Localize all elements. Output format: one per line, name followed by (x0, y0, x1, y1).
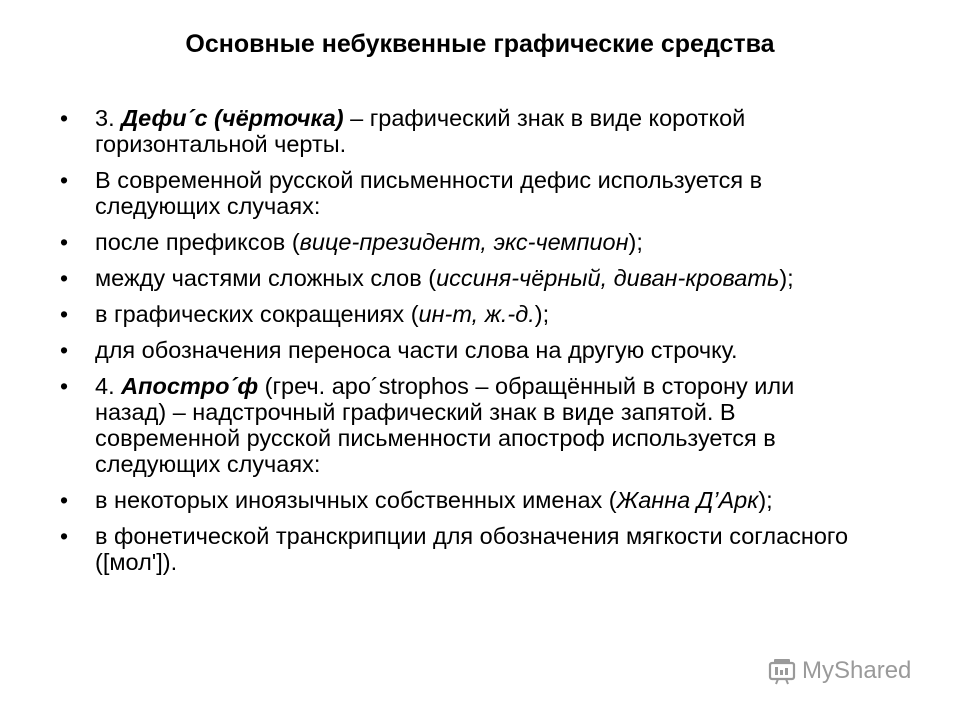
bullet-text: В современной русской письменности дефис используется в следующих случаях: (95, 167, 763, 219)
bullet-text: в некоторых иноязычных собственных именах ( (95, 487, 617, 513)
bullet-marker: • (60, 487, 69, 513)
bullet-item (60, 301, 860, 327)
bullet-marker: • (60, 229, 69, 255)
bullet-text: для обозначения переноса части слова на другую строчку. (95, 337, 738, 363)
bullet-text: Апостро´ф (121, 373, 259, 399)
bullet-item (60, 105, 860, 157)
bullet-item (60, 487, 860, 513)
bullet-item (60, 373, 860, 477)
bullet-marker: • (60, 105, 69, 131)
bullet-marker: • (60, 337, 69, 363)
bullet-text: в фонетической транскрипции для обозначения мягкости согласного ([мол']). (95, 523, 849, 575)
bullet-text: иссиня-чёрный, диван-кровать (436, 265, 780, 291)
bullet-item (60, 265, 860, 291)
bullet-text: в графических сокращениях ( (95, 301, 419, 327)
watermark-text: MyShared (802, 657, 912, 684)
bullet-item (60, 229, 860, 255)
bullet-text: между частями сложных слов ( (95, 265, 437, 291)
bullet-marker: • (60, 301, 69, 327)
bullet-text: ин-т, ж.-д. (418, 301, 535, 327)
presentation-board-icon (768, 657, 796, 685)
bullet-text: 4. (95, 373, 122, 399)
bullet-marker: • (60, 265, 69, 291)
bullet-text: ); (628, 229, 643, 255)
slide-title: Основные небуквенные графические средства (185, 30, 775, 58)
bullet-text: после префиксов ( (95, 229, 300, 255)
bullet-item (60, 337, 860, 363)
bullet-text: вице-президент, экс-чемпион (299, 229, 629, 255)
bullet-text: (греч. apo´strophos – обращённый в сторону или назад) – надстрочный графический знак в виде запятой. В современной русской письменности апостроф используется в следующих случаях: (95, 373, 795, 477)
bullet-item (60, 167, 860, 219)
watermark-logo (768, 657, 911, 685)
bullet-marker: • (60, 373, 69, 399)
bullet-text: ); (534, 301, 550, 327)
bullet-text: ); (758, 487, 773, 513)
bullet-text: 3. (95, 105, 122, 131)
bullet-list (60, 105, 860, 585)
bullet-marker: • (60, 523, 69, 549)
bullet-text: ); (779, 265, 794, 291)
bullet-marker: • (60, 167, 69, 193)
bullet-text: Жанна Д’Арк (616, 487, 759, 513)
bullet-item (60, 523, 860, 575)
bullet-text: – графический знак в виде короткой горизонтальной черты. (95, 105, 746, 157)
bullet-text: Дефи´с (чёрточка) (121, 105, 344, 131)
